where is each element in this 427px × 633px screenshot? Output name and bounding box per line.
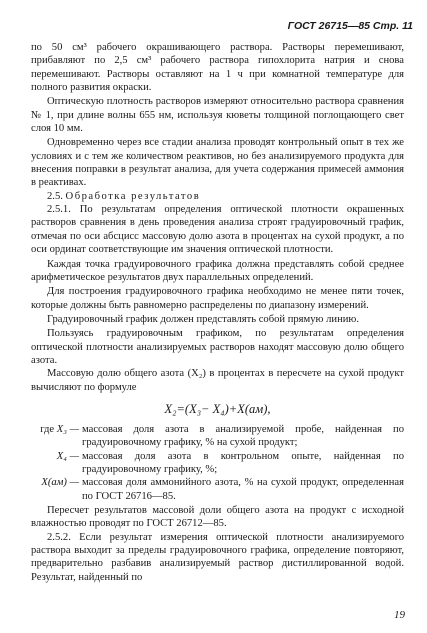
definition-x4: [31, 450, 404, 477]
formula: X₂=(X₃− X₄)+X(ам),: [164, 401, 271, 416]
page-body: [31, 41, 404, 584]
paragraph-7: Градуировочный график должен представлять собой прямую линию.: [47, 313, 359, 325]
paragraph-6: Для построения градуировочного графика необходимо не менее пяти точек, которые должны быть равномерно распределены по диапазону измерений.: [31, 286, 404, 311]
definitions-list: [31, 423, 404, 503]
section-2-5-heading: [31, 190, 404, 203]
paragraph-9: Массовую долю общего азота (X₂) в процентах в пересчете на сухой продукт вычисляют по формуле: [31, 368, 404, 393]
definition-text: массовая доля аммонийного азота, % на сухой продукт, определенная по ГОСТ 26716—85.: [82, 477, 404, 502]
paragraph-8: Пользуясь градуировочным графиком, по результатам определения оптической плотности анализируемых растворов находят массовую долю общего азота.: [31, 328, 404, 366]
paragraph-5: Каждая точка градуировочного графика должна представлять собой среднее арифметическое результатов двух параллельных определений.: [31, 258, 404, 283]
paragraph-2: Оптическую плотность растворов измеряют относительно раствора сравнения № 1, при длине волны 655 нм, используя кюветы толщиной поглощающего свет слоя 10 мм.: [31, 96, 404, 135]
paragraph-2-5-2: 2.5.2. Если результат измерения оптической плотности анализируемого раствора выходит за пределы градуировочного графика, определение повторяют, предварительно разбавив анализируемый раствор дистиллированной водой. Результат, найденный по: [31, 531, 404, 583]
paragraph-1: по 50 см³ рабочего окрашивающего раствора. Растворы перемешивают, прибавляют по 2,5 см³ рабочего раствора гипохлорита натрия и снова перемешивают. Растворы оставляют на 1 ч при комнатной температуре для полного развития окраски.: [31, 42, 404, 94]
definition-x3: [31, 423, 404, 450]
paragraph-2-5-1: 2.5.1. По результатам определения оптической плотности окрашенных растворов сравнения в день проведения анализа строят градуировочный график, отмечая по оси абсцисс массовую долю азота в процентах на сухой продукт, а по оси ординат соответствующие им значения оптической плотности.: [31, 204, 404, 256]
page-number: 19: [394, 609, 405, 621]
section-title: Обработка результатов: [65, 190, 201, 202]
definition-symbol: X₄ —: [56, 450, 79, 462]
definition-xam: [31, 476, 404, 503]
definition-text: массовая доля азота в контрольном опыте, найденная по градуировочному графику, %;: [82, 450, 404, 475]
definition-symbol: X(ам) —: [41, 477, 79, 489]
where-word: где: [40, 423, 55, 435]
definition-symbol: где X₃ —: [40, 423, 79, 435]
paragraph-10: Пересчет результатов массовой доли общего азота на продукт с исходной влажностью проводят по ГОСТ 26712—85.: [31, 505, 404, 530]
definition-text: массовая доля азота в анализируемой пробе, найденная по градуировочному графику, % на сухой продукт;: [82, 423, 404, 449]
section-number: 2.5.: [47, 190, 63, 202]
page-header: ГОСТ 26715—85 Стр. 11: [287, 20, 413, 32]
paragraph-3: Одновременно через все стадии анализа проводят контрольный опыт в тех же условиях и с тем же количеством реактивов, но без анализируемого продукта для внесения поправки в результат анализа, для учета содержания примесей аммония в реактивах.: [31, 137, 404, 189]
